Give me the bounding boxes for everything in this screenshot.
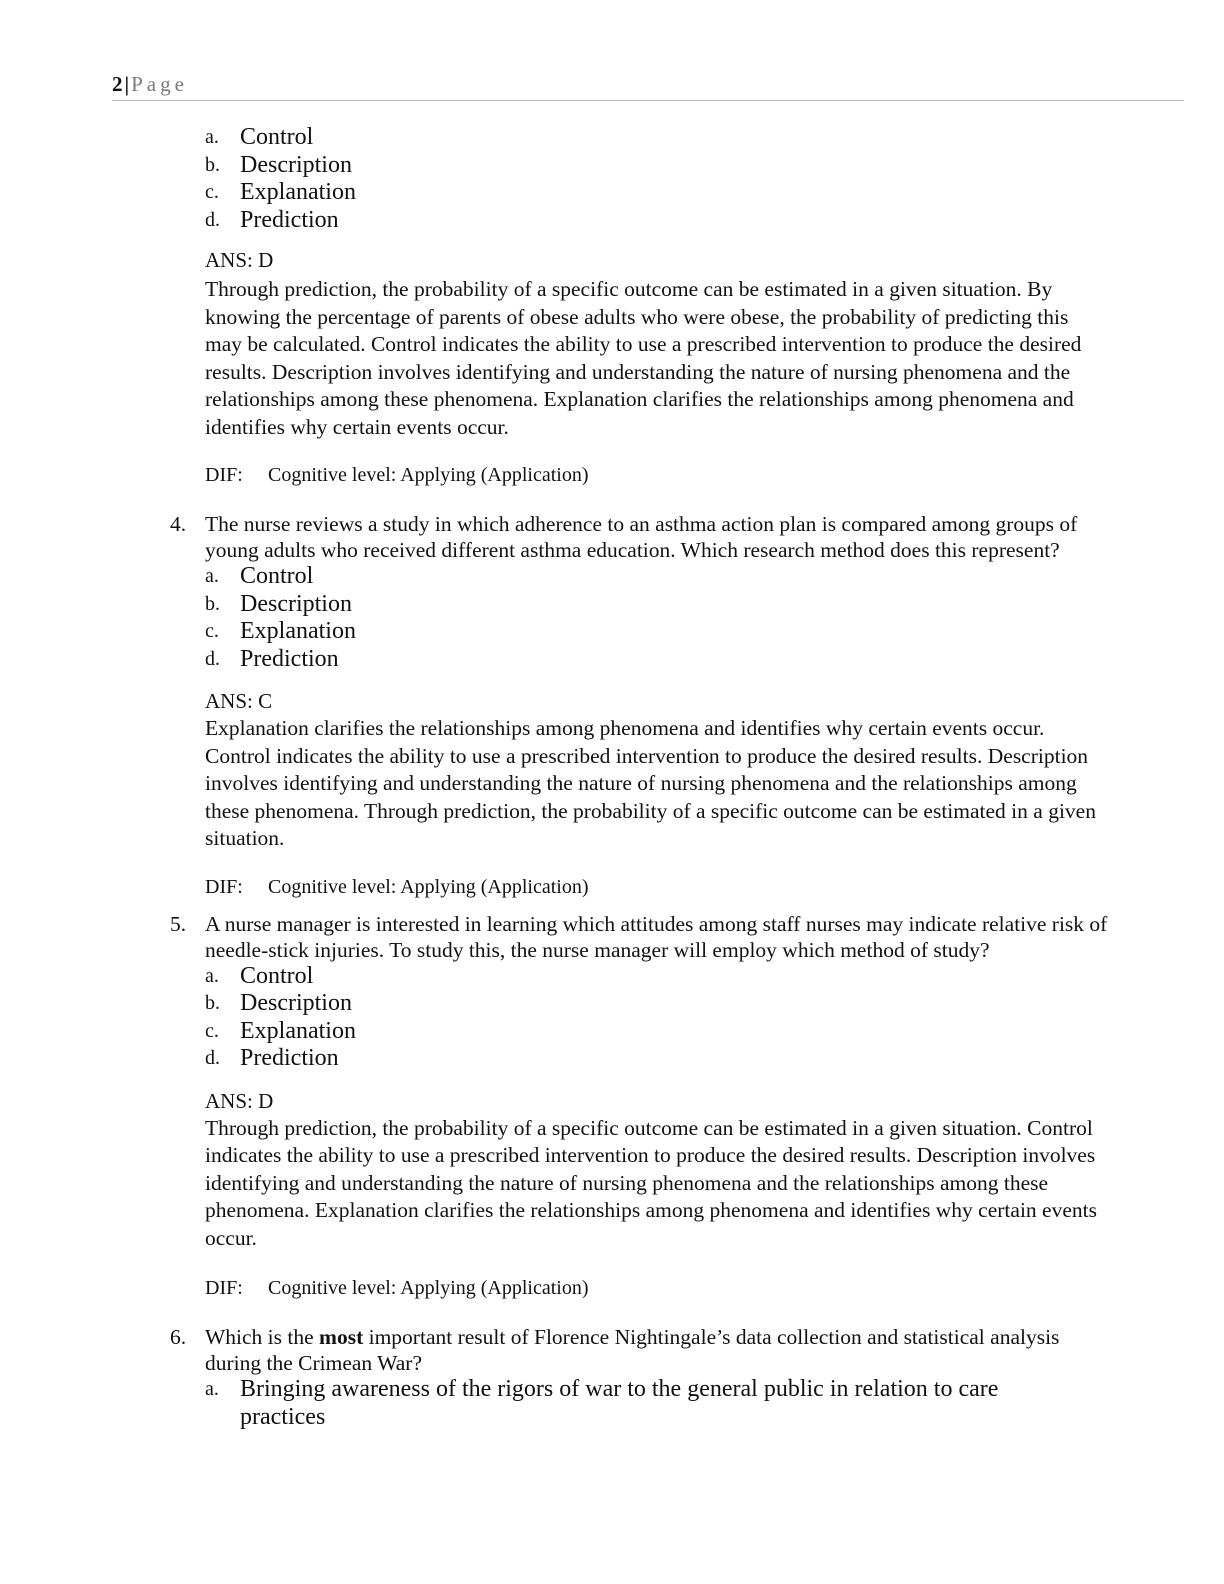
q5-option-d (205, 1045, 1020, 1073)
option-text: Description (240, 151, 352, 178)
q3-option-a (205, 124, 1020, 152)
question-5 (0, 911, 1224, 963)
option-text: Control (240, 962, 314, 989)
q4-answer: ANS: C (205, 689, 273, 713)
dif-label: DIF: (205, 875, 243, 898)
page-number: 2 (112, 72, 123, 96)
option-letter: c. (205, 181, 219, 203)
q4-option-d (205, 646, 1020, 674)
q6-options (205, 1376, 1224, 1431)
option-text: Explanation (240, 179, 356, 205)
q4-rationale: Explanation clarifies the relationships among phenomena and identifies why certain events occur. Control indicates the ability to use a prescribed intervention to produce the desired results. Description involves identifying and understanding the nature of nursing phenomena and the relationships among these phenomena. Through prediction, the probability of a specific outcome can be estimated in a given situation. (205, 716, 1096, 850)
option-letter: a. (205, 964, 219, 987)
option-text: Description (240, 590, 352, 617)
option-text: Explanation (240, 618, 356, 644)
option-text: Control (240, 124, 314, 150)
question-number: 6. (170, 1325, 187, 1349)
question-text: A nurse manager is interested in learning which attitudes among staff nurses may indicate relative risk of needle-stick injuries. To study this, the nurse manager will employ which method of study? (205, 911, 1108, 962)
question-text: The nurse reviews a study in which adherence to an asthma action plan is compared among groups of young adults who received different asthma education. Which research method does this represent? (205, 512, 1078, 562)
dif-value: Cognitive level: Applying (Application) (268, 464, 589, 486)
q5-answer: ANS: D (205, 1088, 274, 1113)
question-text-emphasis: most (319, 1325, 364, 1349)
option-letter: b. (205, 992, 220, 1014)
option-letter: c. (205, 1019, 219, 1042)
q4-option-b (205, 591, 1020, 619)
q3-options (205, 124, 1224, 234)
option-text: Prediction (240, 645, 339, 672)
q5-option-b (205, 990, 1020, 1018)
q3-option-c (205, 179, 1020, 207)
q3-difficulty (205, 461, 1224, 489)
q5-option-a (205, 963, 1020, 991)
question-4 (0, 511, 1224, 563)
question-number: 4. (170, 512, 187, 536)
dif-label: DIF: (205, 464, 243, 486)
option-letter: d. (205, 1047, 220, 1069)
question-number: 5. (170, 911, 187, 936)
q3-option-d (205, 207, 1020, 235)
option-letter: a. (205, 565, 219, 587)
q5-options (205, 963, 1224, 1073)
dif-value: Cognitive level: Applying (Application) (268, 1277, 589, 1299)
question-6 (0, 1324, 1224, 1376)
option-letter: b. (205, 153, 220, 176)
question-text-end: important result of Florence Nightingale’s data collection and statistical analysis during the Crimean War? (205, 1325, 1060, 1375)
dif-label: DIF: (205, 1277, 243, 1299)
option-letter: a. (205, 1378, 219, 1400)
q6-option-a (205, 1376, 1040, 1431)
q5-option-c (205, 1018, 1020, 1046)
q4-option-a (205, 563, 1020, 591)
option-letter: a. (205, 126, 219, 148)
q3-option-b (205, 152, 1020, 180)
option-letter: b. (205, 592, 220, 615)
q4-difficulty (205, 873, 1224, 901)
question-text (205, 1324, 1110, 1376)
option-text: Description (240, 990, 352, 1016)
q5-rationale: Through prediction, the probability of a specific outcome can be estimated in a given situation. Control indicates the ability to use a prescribed intervention to produce the desired results. Description involves identifying and understanding the nature of nursing phenomena and the relationships among these phenomena. Explanation clarifies the relationships among phenomena and identifies why certain events occur. (205, 1115, 1097, 1250)
page-content (0, 124, 1224, 1431)
question-text-start: Which is the (205, 1325, 320, 1349)
option-letter: d. (205, 208, 220, 231)
option-text: Prediction (240, 1045, 339, 1071)
page-label: Page (131, 72, 188, 96)
q3-rationale: Through prediction, the probability of a specific outcome can be estimated in a given situation. By knowing the percentage of parents of obese adults who were obese, the probability of predicting this may be calculated. Control indicates the ability to use a prescribed intervention to produce the desired results. Description involves identifying and understanding the nature of nursing phenomena and the relationships among these phenomena. Explanation clarifies the relationships among phenomena and identifies why certain events occur. (205, 277, 1082, 439)
page-header (112, 72, 1184, 101)
q3-answer: ANS: D (205, 248, 274, 272)
option-text: Explanation (240, 1017, 356, 1044)
option-letter: c. (205, 620, 219, 642)
option-letter: d. (205, 647, 220, 670)
option-text: Prediction (240, 206, 339, 233)
q4-options (205, 563, 1224, 673)
dif-value: Cognitive level: Applying (Application) (268, 875, 589, 898)
q5-difficulty (205, 1274, 1224, 1302)
q4-option-c (205, 618, 1020, 646)
option-text: Control (240, 563, 314, 589)
option-text: Bringing awareness of the rigors of war to the general public in relation to care practices (240, 1376, 999, 1430)
header-separator: | (124, 72, 130, 96)
